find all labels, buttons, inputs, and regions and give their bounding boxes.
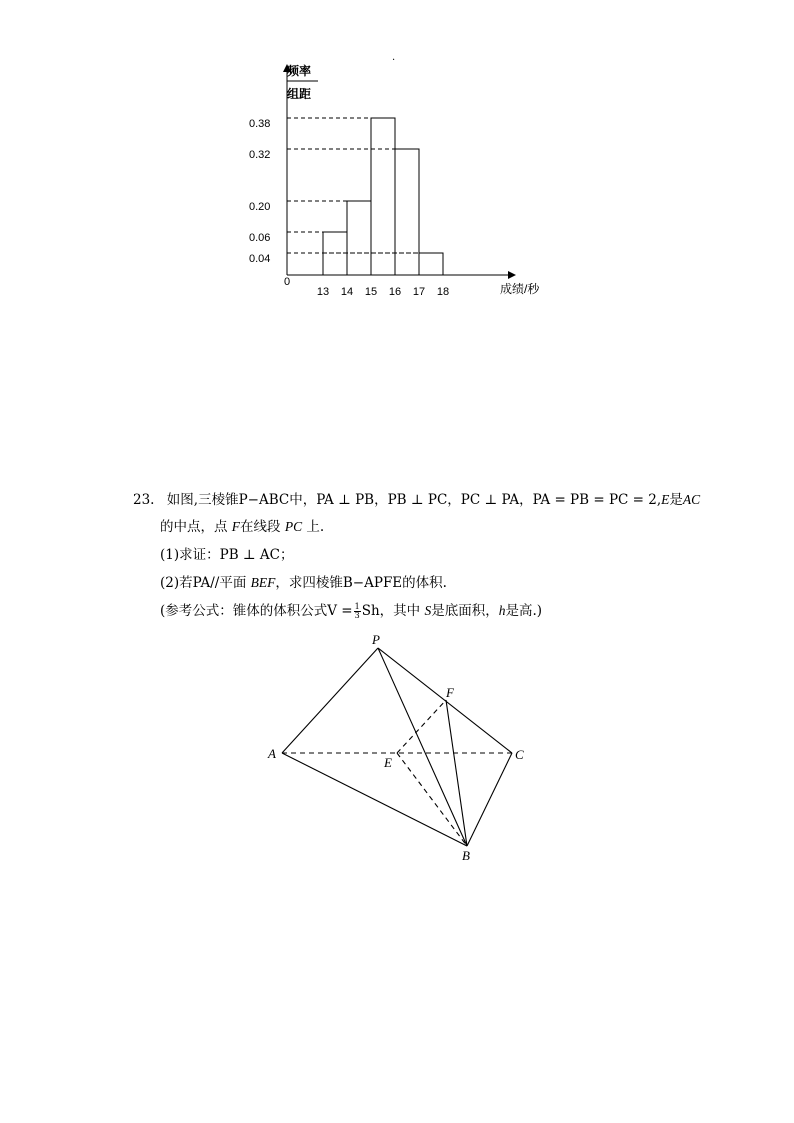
x-tick-label: 17 bbox=[412, 286, 426, 298]
edge-bc bbox=[467, 753, 512, 846]
y-tick-label: 0.20 bbox=[249, 201, 271, 213]
label-p: P bbox=[372, 632, 380, 647]
question-part-2 bbox=[160, 575, 447, 591]
question-stem: 如图,三棱锥P−ABC中，PA ⊥ PB，PB ⊥ PC，PC ⊥ PA，PA = PB = PC = 2, bbox=[166, 492, 662, 508]
edge-pc bbox=[378, 648, 512, 753]
ref-h: h bbox=[498, 603, 506, 618]
ref-d: 是高.) bbox=[505, 603, 543, 619]
segment-ac-ref: AC bbox=[682, 492, 701, 507]
label-f: F bbox=[446, 685, 454, 700]
line2-b: 在线段 bbox=[240, 519, 281, 535]
x-tick-label: 16 bbox=[388, 286, 402, 298]
x-tick-label: 18 bbox=[436, 286, 450, 298]
question-number: 23. bbox=[133, 492, 155, 508]
histogram-chart bbox=[0, 0, 794, 320]
bar-14-15 bbox=[347, 201, 371, 275]
y-tick-label: 0.32 bbox=[249, 149, 271, 161]
point-f-ref: F bbox=[231, 519, 241, 534]
x-axis-label: 成绩/秒 bbox=[500, 282, 540, 296]
x-tick-label: 14 bbox=[340, 286, 354, 298]
stray-mark: . bbox=[392, 52, 396, 63]
line2-c: 上. bbox=[306, 519, 325, 535]
ref-c: 是底面积， bbox=[431, 603, 499, 619]
x-tick-label: 13 bbox=[316, 286, 330, 298]
segment-pc-ref: PC bbox=[284, 519, 303, 534]
label-a: A bbox=[268, 746, 276, 761]
one-third-fraction: $\frac{1}{3}$ bbox=[354, 602, 360, 620]
edge-pa bbox=[282, 648, 378, 753]
reference-formula bbox=[160, 603, 542, 620]
part2-a: (2)若PA//平面 bbox=[160, 575, 247, 591]
plane-bef-ref: BEF bbox=[250, 575, 276, 590]
y-label-numerator: 频率 bbox=[287, 64, 312, 78]
bar-15-16 bbox=[371, 118, 395, 275]
question-line-1 bbox=[133, 492, 700, 508]
bar-17-18 bbox=[419, 253, 443, 275]
edge-ab bbox=[282, 753, 467, 846]
bar-16-17 bbox=[395, 149, 419, 275]
label-c: C bbox=[515, 747, 524, 762]
label-b: B bbox=[462, 848, 470, 863]
y-tick-label: 0.38 bbox=[249, 118, 271, 130]
part2-b: ，求四棱锥B−APFE的体积. bbox=[275, 575, 447, 591]
edge-fb bbox=[446, 700, 467, 846]
point-e-ref: E bbox=[661, 492, 670, 507]
question-line-2 bbox=[160, 519, 324, 535]
y-tick-label: 0.04 bbox=[249, 253, 271, 265]
tetrahedron-figure bbox=[0, 620, 794, 880]
stem-is: 是 bbox=[669, 492, 683, 508]
x-tick-label: 15 bbox=[364, 286, 378, 298]
origin-label: 0 bbox=[284, 276, 291, 288]
label-e: E bbox=[384, 755, 392, 770]
ref-b: Sh，其中 bbox=[361, 603, 421, 619]
line2-a: 的中点，点 bbox=[160, 519, 228, 535]
question-part-1: (1)求证：PB ⊥ AC； bbox=[160, 547, 294, 563]
edge-pb bbox=[378, 648, 467, 846]
ref-s: S bbox=[424, 603, 432, 618]
ref-a: (参考公式：锥体的体积公式V = bbox=[160, 603, 353, 619]
y-label-denominator: 组距 bbox=[287, 87, 312, 101]
y-tick-label: 0.06 bbox=[249, 232, 271, 244]
